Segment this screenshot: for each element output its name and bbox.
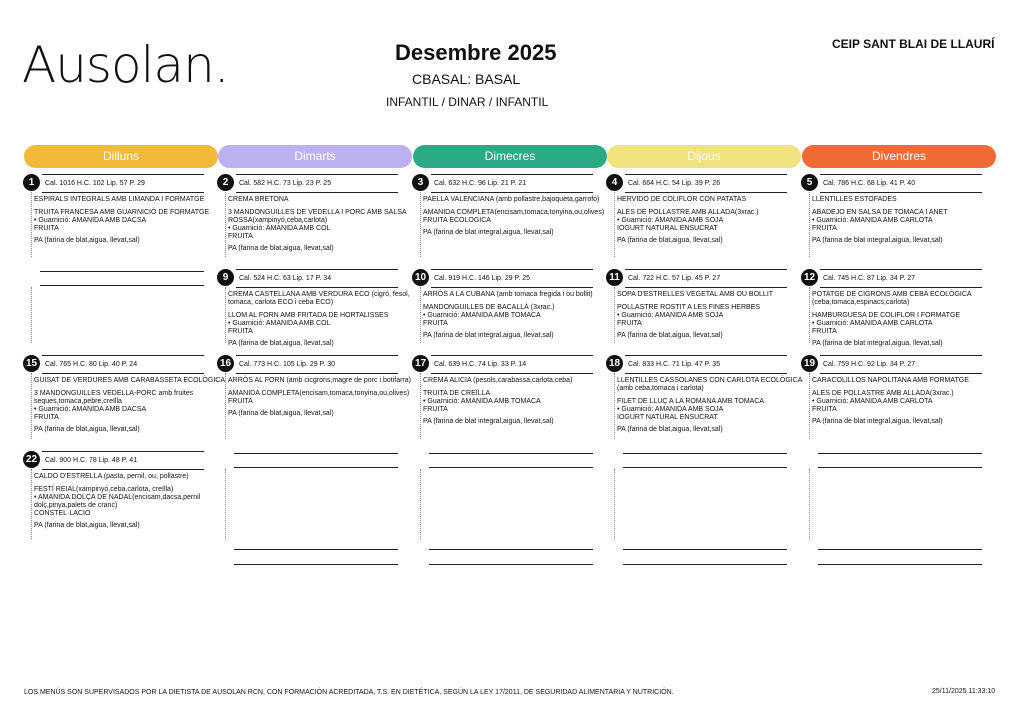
dish-item: FRUITA — [228, 398, 253, 405]
day-number-badge: 2 — [217, 174, 234, 191]
nutrition-info: Cal. 833 H.C. 71 Lip. 47 P. 35 — [628, 361, 721, 368]
page-title: Desembre 2025 — [395, 40, 557, 65]
dish-item: FRUITA — [423, 406, 448, 413]
bottom-rule — [429, 564, 593, 565]
menu-day-cell — [25, 353, 225, 449]
menu-day-cell — [414, 267, 593, 353]
day-pill-divendres: Divendres — [802, 145, 996, 168]
cell-sub-rule — [236, 287, 398, 288]
cell-sub-rule — [625, 373, 787, 374]
cell-sub-rule — [236, 192, 398, 193]
dish-item: 3 MANDONGUILLES DE VEDELLA I PORC AMB SALSA ROSSA(xampinyó,ceba,carlota) — [228, 209, 407, 224]
dish-list — [34, 377, 228, 434]
nutrition-info: Cal. 765 H.C. 80 Lip. 40 P. 24 — [45, 361, 138, 368]
nutrition-info: Cal. 632 H.C. 96 Lip. 21 P. 21 — [434, 180, 527, 187]
cell-top-rule — [625, 355, 787, 356]
cell-top-rule — [42, 451, 204, 452]
dish-item: LLENTILLES CASSOLANES CON CARLOTA ECOLÒGICA (amb ceba,tomaca i carlota) — [617, 377, 803, 392]
menu-day-cell — [222, 267, 410, 353]
dish-item: PA (farina de blat integral,aigua, llevat,sal) — [423, 418, 554, 425]
dish-item: HERVIDO DE COLIFLOR CON PATATAS — [617, 196, 747, 203]
dish-item: LLOM AL FORN AMB FRITADA DE HORTALISSES — [228, 312, 389, 319]
day-number-badge: 19 — [801, 355, 818, 372]
dish-item: • Guarnició: AMANIDA AMB SOJA — [617, 217, 724, 224]
dish-list — [812, 196, 1006, 245]
menu-day-cell — [219, 353, 411, 449]
dish-item: FRUITA — [423, 320, 448, 327]
dish-list — [617, 196, 811, 245]
dish-item: FRUITA — [617, 320, 642, 327]
empty-day-cell — [806, 449, 982, 549]
cell-top-rule — [431, 355, 593, 356]
dish-item: PA (farina de blat,aigua, llevat,sal) — [34, 237, 140, 244]
day-number-badge: 16 — [217, 355, 234, 372]
day-number-badge: 4 — [606, 174, 623, 191]
nutrition-info: Cal. 582 H.C. 73 Lip. 23 P. 25 — [239, 180, 332, 187]
dish-item: FILET DE LLUÇ A LA ROMANA AMB TOMACA — [617, 398, 765, 405]
empty-day-cell — [417, 449, 593, 549]
cell-sub-rule — [820, 373, 982, 374]
dish-list — [617, 291, 811, 340]
menu-grid — [25, 172, 994, 672]
dish-item: FRUITA — [228, 233, 253, 240]
dish-item: ESPIRALS INTEGRALS AMB LIMANDA I FORMATGE — [34, 196, 205, 203]
bottom-rule — [623, 564, 787, 565]
dish-item: ALES DE POLLASTRE AMB ALLADA(3xrac.) — [617, 209, 759, 216]
day-pill-dijous: Dijous — [607, 145, 801, 168]
nutrition-info: Cal. 786 H.C. 68 Lip. 41 P. 40 — [823, 180, 916, 187]
dish-item: FRUITA — [812, 328, 837, 335]
dish-item: TRUITA DE CREÏLLA — [423, 390, 491, 397]
day-number-badge: 10 — [412, 269, 429, 286]
empty-rule — [623, 467, 787, 468]
dish-item: ALES DE POLLASTRE AMB ALLADA(3xrac.) — [812, 390, 954, 397]
dish-item: • Guarnició: AMANIDA AMB SOJA — [617, 312, 724, 319]
dish-list — [812, 291, 1006, 348]
day-number-badge: 9 — [217, 269, 234, 286]
dish-item: PAELLA VALENCIANA (amb pollastre,bajoqueta,garrofó) — [423, 196, 600, 203]
cell-top-rule — [820, 269, 982, 270]
cell-top-rule — [820, 355, 982, 356]
day-number-badge: 3 — [412, 174, 429, 191]
day-pill-dimarts: Dimarts — [218, 145, 412, 168]
dish-item: ARRÒS A LA CUBANA (amb tomaca fregida i ou bollit) — [423, 291, 593, 298]
dish-item: • Guarnició: AMANIDA AMB CARLOTA — [812, 398, 933, 405]
footer-timestamp: 25/11/2025 11:33:10 — [932, 688, 996, 695]
dish-item: PA (farina de blat integral,aigua, llevat,sal) — [423, 229, 554, 236]
menu-day-cell — [414, 353, 593, 449]
dish-item: PA (farina de blat,aigua, llevat,sal) — [34, 426, 140, 433]
dish-item: POTATGE DE CIGRONS AMB CEBA ECOLÒGICA (ceba,tomaca,espinacs,carlota) — [812, 291, 972, 306]
dish-list — [423, 291, 617, 340]
menu-day-cell — [803, 267, 982, 353]
dish-item: PA (farina de blat integral,aigua, llevat,sal) — [812, 237, 943, 244]
nutrition-info: Cal. 745 H.C. 87 Lip. 34 P. 27 — [823, 275, 916, 282]
dish-item: FRUITA — [34, 414, 59, 421]
dish-list — [228, 196, 422, 253]
menu-day-cell — [611, 267, 787, 353]
dish-item: MANDONGUILLES DE BACALLÀ (3xrac.) — [423, 304, 555, 311]
dish-item: CARACOLILLOS NAPOLITANA AMB FORMATGE — [812, 377, 969, 384]
menu-day-cell — [611, 172, 787, 267]
cell-top-rule — [431, 174, 593, 175]
menu-day-cell — [28, 172, 210, 267]
menu-type: CBASAL: BASAL — [412, 71, 521, 87]
dish-item: PA (farina de blat,aigua, llevat,sal) — [228, 340, 334, 347]
empty-rule — [623, 453, 787, 454]
dish-item: PA (farina de blat,aigua, llevat,sal) — [228, 245, 334, 252]
nutrition-info: Cal. 664 H.C. 54 Lip. 39 P. 26 — [628, 180, 721, 187]
dish-item: FESTÍ REIAL(xampinyó,ceba,carlota, creïlla) — [34, 486, 174, 493]
dish-item: AMANIDA COMPLETA(encisam,tomaca,tonyina,ou,olives) — [228, 390, 410, 397]
dish-item: FRUITA — [812, 225, 837, 232]
dish-item: PA (farina de blat integral,aigua, llevat,sal) — [812, 418, 943, 425]
dish-item: • Guarnició: AMANIDA AMB DACSA — [34, 406, 147, 413]
cell-sub-rule — [42, 192, 204, 193]
nutrition-info: Cal. 759 H.C. 92 Lip. 34 P. 27 — [823, 361, 916, 368]
empty-day-cell — [28, 267, 204, 353]
dish-list — [423, 196, 617, 237]
dish-item: • Guarnició: AMANIDA AMB CARLOTA — [812, 217, 933, 224]
footer-disclaimer: LOS MENÚS SON SUPERVISADOS POR LA DIETISTA DE AUSOLAN RCN, CON FORMACIÓN ACREDITADA, T.S. EN DIETÉTICA, SEGÚN LA LEY 17/2011, DE SEGURIDAD ALIMENTARIA Y NUTRICIÓN. — [24, 689, 674, 696]
dish-item: FRUITA — [812, 406, 837, 413]
dish-item: GUISAT DE VERDURES AMB CARABASSETA ECOLÒGICA — [34, 377, 225, 384]
nutrition-info: Cal. 639 H.C. 74 Lip. 33 P. 14 — [434, 361, 527, 368]
dish-item: PA (farina de blat,aigua, llevat,sal) — [617, 426, 723, 433]
empty-rule — [429, 453, 593, 454]
empty-rule — [234, 467, 398, 468]
dish-list — [617, 377, 811, 434]
day-number-badge: 12 — [801, 269, 818, 286]
bottom-rule — [818, 564, 982, 565]
cell-sub-rule — [431, 287, 593, 288]
cell-top-rule — [236, 174, 398, 175]
dish-item: PA (farina de blat integral,aigua, llevat,sal) — [812, 340, 943, 347]
cell-top-rule — [236, 355, 398, 356]
day-pill-dimecres: Dimecres — [413, 145, 607, 168]
day-number-badge: 1 — [23, 174, 40, 191]
dish-item: • Guarnició: AMANIDA AMB TOMACA — [423, 312, 541, 319]
dish-item: • Guarnició: AMANIDA AMB CARLOTA — [812, 320, 933, 327]
day-number-badge: 15 — [23, 355, 40, 372]
cell-top-rule — [42, 355, 204, 356]
dish-list — [34, 196, 228, 245]
dish-item: SOPA D'ESTRELLES VEGETAL AMB OU BOLLIT — [617, 291, 774, 298]
dish-list — [812, 377, 1006, 426]
bottom-rule — [429, 549, 593, 550]
dish-item: IOGURT NATURAL ENSUCRAT — [617, 225, 718, 232]
dish-item: ABADEJO EN SALSA DE TOMACA I ANET — [812, 209, 948, 216]
nutrition-info: Cal. 919 H.C. 146 Lip. 29 P. 25 — [434, 275, 530, 282]
dish-item: PA (farina de blat,aigua, llevat,sal) — [617, 332, 723, 339]
dish-item: • Guarnició: AMANIDA AMB COL — [228, 320, 331, 327]
dish-item: ARRÒS AL FORN (amb cicgrons,magre de porc i botifarra) — [228, 377, 411, 384]
dish-item: • Guarnició: AMANIDA AMB DACSA — [34, 217, 147, 224]
dish-item: LLENTILLES ESTOFADES — [812, 196, 897, 203]
day-number-badge: 22 — [23, 451, 40, 468]
dish-list — [228, 377, 422, 418]
cell-top-rule — [625, 269, 787, 270]
cell-top-rule — [431, 269, 593, 270]
nutrition-info: Cal. 722 H.C. 57 Lip. 45 P. 27 — [628, 275, 721, 282]
menu-day-cell — [806, 172, 982, 267]
bottom-rule — [234, 549, 398, 550]
nutrition-info: Cal. 773 H.C. 105 Lip. 29 P. 30 — [239, 361, 335, 368]
dish-item: PA (farina de blat,aigua, llevat,sal) — [228, 410, 334, 417]
cell-sub-rule — [625, 287, 787, 288]
cell-top-rule — [820, 174, 982, 175]
school-name: CEIP SANT BLAI DE LLAURÍ — [832, 37, 995, 51]
cell-top-rule — [625, 174, 787, 175]
empty-rule — [429, 467, 593, 468]
dish-item: TRUITA FRANCESA AMB GUARNICIÓ DE FORMATGE — [34, 209, 210, 216]
dish-item: IOGURT NATURAL ENSUCRAT — [617, 414, 718, 421]
cell-top-rule — [236, 269, 398, 270]
dish-item: PA (farina de blat,aigua, llevat,sal) — [34, 522, 140, 529]
menu-category: INFANTIL / DINAR / INFANTIL — [386, 95, 549, 109]
menu-day-cell — [803, 353, 982, 449]
dish-item: AMANIDA COMPLETA(encisam,tomaca,tonyina,ou,olives) — [423, 209, 605, 216]
menu-day-cell — [222, 172, 407, 267]
dish-item: HAMBURGUESA DE COLIFLOR I FORMATGE — [812, 312, 961, 319]
day-number-badge: 11 — [606, 269, 623, 286]
dish-item: • AMANIDA DOLÇA DE NADAL(encisam,dacsa,pernil dolç,pinya,palets de cranc) — [34, 494, 201, 509]
weekday-header — [24, 145, 996, 168]
dish-item: PA (farina de blat,aigua, llevat,sal) — [617, 237, 723, 244]
cell-sub-rule — [625, 192, 787, 193]
dish-item: CONSTEL·LACIÓ — [34, 510, 91, 517]
dish-item: 3 MANDONGUILLES VEDELLA-PORC amb fruites seques,tomaca,pebre,creïlla — [34, 390, 194, 405]
cell-sub-rule — [431, 192, 593, 193]
day-pill-dilluns: Dilluns — [24, 145, 218, 168]
ausolan-logo: Ausolan. — [22, 36, 229, 94]
dish-item: CREMA ALICIA (pesols,carabassa,carlota,ceba) — [423, 377, 573, 384]
nutrition-info: Cal. 900 H.C. 78 Lip. 48 P. 41 — [45, 457, 138, 464]
bottom-rule — [623, 549, 787, 550]
day-number-badge: 18 — [606, 355, 623, 372]
dish-list — [228, 291, 422, 348]
empty-day-cell — [222, 449, 398, 549]
day-number-badge: 5 — [801, 174, 818, 191]
dish-item: CREMA CASTELLANA AMB VERDURA ECO (cigró, fesol, tomaca, carlota ECO i ceba ECO) — [228, 291, 410, 306]
empty-rule — [40, 285, 204, 286]
dish-item: POLLASTRE ROSTIT A LES FINES HERBES — [617, 304, 761, 311]
dish-item: CREMA BRETONA — [228, 196, 289, 203]
cell-sub-rule — [820, 287, 982, 288]
dish-item: FRUITA — [228, 328, 253, 335]
dish-item: FRUITA — [34, 225, 59, 232]
empty-rule — [818, 453, 982, 454]
dish-list — [34, 473, 228, 530]
day-number-badge: 17 — [412, 355, 429, 372]
cell-sub-rule — [820, 192, 982, 193]
cell-sub-rule — [42, 469, 204, 470]
cell-top-rule — [42, 174, 204, 175]
menu-day-cell — [417, 172, 605, 267]
menu-day-cell — [25, 449, 204, 549]
empty-rule — [40, 271, 204, 272]
dish-item: • Guarnició: AMANIDA AMB TOMACA — [423, 398, 541, 405]
cell-sub-rule — [42, 373, 204, 374]
nutrition-info: Cal. 524 H.C. 63 Lip. 17 P. 34 — [239, 275, 332, 282]
dish-item: • Guarnició: AMANIDA AMB COL — [228, 225, 331, 232]
dish-list — [423, 377, 617, 426]
cell-sub-rule — [236, 373, 398, 374]
nutrition-info: Cal. 1016 H.C. 102 Lip. 57 P. 29 — [45, 180, 145, 187]
dish-item: PA (farina de blat integral,aigua, llevat,sal) — [423, 332, 554, 339]
empty-day-cell — [611, 449, 787, 549]
menu-day-cell — [608, 353, 803, 449]
bottom-rule — [818, 549, 982, 550]
dish-item: CALDO D'ESTRELLA (pasta, pernil, ou, pollastre) — [34, 473, 189, 480]
cell-sub-rule — [431, 373, 593, 374]
empty-rule — [234, 453, 398, 454]
dish-item: FRUITA ECOLOGICA — [423, 217, 491, 224]
bottom-rule — [234, 564, 398, 565]
empty-rule — [818, 467, 982, 468]
dish-item: • Guarnició: AMANIDA AMB SOJA — [617, 406, 724, 413]
